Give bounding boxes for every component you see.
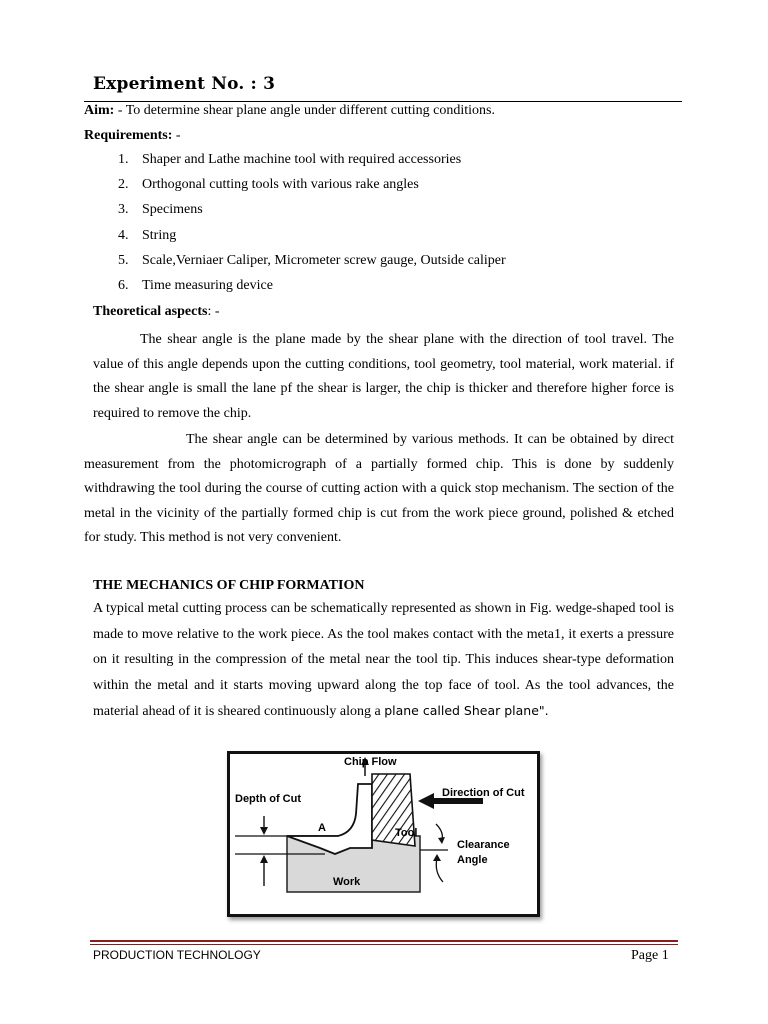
footer-divider	[90, 940, 678, 942]
theory-paragraph-2: The shear angle can be determined by various methods. It can be obtained by direct measurement from the photomicrograph of a partially formed chip. This is done by suddenly withdrawing the tool during the course of cutting action with a quick stop mechanism. The section of the metal in the vicinity of the partially formed chip is cut from the work piece ground, polished & etched for study. This method is not very convenient.	[84, 432, 674, 546]
aim-line	[84, 103, 495, 119]
list-item: 6. Time measuring device	[132, 277, 506, 302]
chip-formation-figure	[227, 751, 540, 917]
list-item: 4. String	[132, 227, 506, 252]
footer-course-title: PRODUCTION TECHNOLOGY	[93, 948, 261, 962]
requirements-suffix: -	[172, 128, 181, 143]
theory-paragraph-1: The shear angle is the plane made by the shear plane with the direction of tool travel. The value of this angle depends upon the cutting conditions, tool geometry, tool material, work material. if the shear angle is small the lane pf the shear is larger, the chip is thicker and therefore higher force is required to remove the chip.	[93, 332, 674, 421]
depth-of-cut-label: Depth of Cut	[235, 793, 301, 805]
point-a-label: A	[318, 822, 326, 834]
aim-text: - To determine shear plane angle under different cutting conditions.	[114, 103, 495, 118]
requirements-label: Requirements:	[84, 128, 173, 143]
mechanics-paragraph-tail: plane called Shear plane".	[384, 703, 549, 719]
mechanics-paragraph-text: A typical metal cutting process can be schematically represented as shown in Fig. wedge-shaped tool is made to move relative to the work piece. As the tool makes contact with the meta1, it exerts a pressure on it resulting in the compression of the metal near the tool tip. This induces shear-type deformation within the metal and it starts moving upward along the top face of tool. As the tool advances, the material ahead of it is sheared continuously along a	[93, 601, 674, 720]
direction-of-cut-label: Direction of Cut	[442, 787, 525, 799]
page-number: Page 1	[631, 948, 669, 963]
list-item: 1. Shaper and Lathe machine tool with required accessories	[132, 151, 506, 176]
theory-label: Theoretical aspects	[93, 304, 208, 319]
tool-label: Tool	[395, 827, 418, 839]
requirements-heading	[84, 128, 181, 144]
list-item: 5. Scale,Verniaer Caliper, Micrometer screw gauge, Outside caliper	[132, 252, 506, 277]
list-item: 2. Orthogonal cutting tools with various rake angles	[132, 176, 506, 201]
work-label: Work	[333, 876, 361, 888]
section-heading: THE MECHANICS OF CHIP FORMATION	[93, 578, 365, 593]
angle-label: Angle	[457, 854, 488, 866]
page-title: Experiment No. : 3	[93, 74, 276, 94]
theory-heading	[93, 304, 220, 320]
requirements-list	[110, 151, 506, 302]
footer-divider-thin	[90, 944, 678, 945]
aim-label: Aim:	[84, 103, 115, 118]
title-divider	[84, 101, 682, 102]
chip-flow-label: Chip Flow	[344, 756, 397, 768]
theory-suffix: : -	[207, 304, 220, 319]
clearance-label: Clearance	[457, 839, 510, 851]
mechanics-paragraph	[93, 596, 674, 725]
list-item: 3. Specimens	[132, 201, 506, 226]
clearance-angle-markers	[420, 824, 448, 882]
